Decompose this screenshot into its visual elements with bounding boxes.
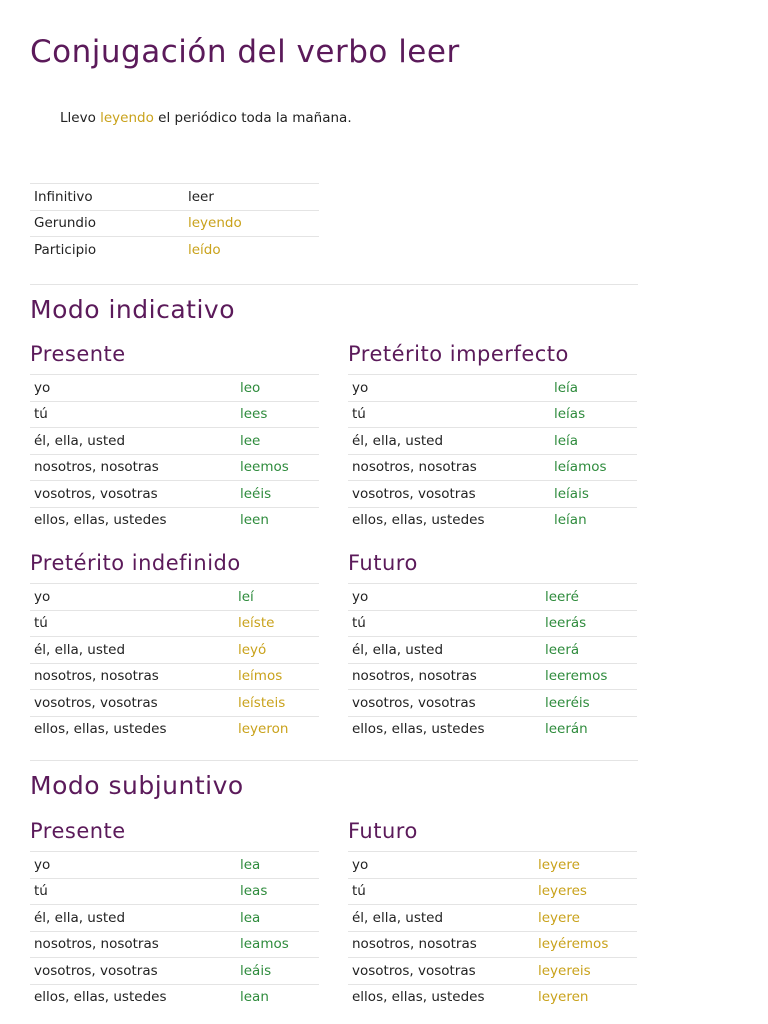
verb-form-cell: leyereis: [534, 958, 637, 985]
tense-table-subj-presente: [30, 851, 319, 1010]
table-row: [348, 663, 637, 690]
example-after: el periódico toda la mañana.: [153, 110, 352, 126]
person-cell: vosotros, vosotras: [30, 958, 236, 985]
person-cell: yo: [30, 852, 236, 879]
verb-form-cell: leamos: [236, 931, 319, 958]
table-row: [30, 184, 319, 211]
verb-form-cell: leías: [550, 401, 637, 428]
table-row: [30, 931, 319, 958]
table-body: [30, 852, 319, 1011]
section-heading-indicativo: Modo indicativo: [30, 295, 235, 324]
tense-table-ind-presente: [30, 374, 319, 533]
table-row: [348, 454, 637, 481]
verb-form-cell: leía: [550, 428, 637, 455]
table-row: [348, 878, 637, 905]
table-row: [348, 401, 637, 428]
person-cell: ellos, ellas, ustedes: [348, 716, 541, 742]
table-row: [30, 690, 319, 717]
verb-form-cell: leía: [550, 375, 637, 402]
person-cell: yo: [30, 375, 236, 402]
table-row: [348, 716, 637, 742]
person-cell: él, ella, usted: [30, 905, 236, 932]
table-row: [348, 931, 637, 958]
verb-form-cell: lean: [236, 984, 319, 1010]
table-row: [348, 637, 637, 664]
tense-title-imperfecto: Pretérito imperfecto: [348, 342, 569, 366]
verb-form-cell: leerá: [541, 637, 637, 664]
table-body: [348, 584, 637, 743]
person-cell: tú: [348, 401, 550, 428]
section-divider: [30, 284, 638, 285]
verb-form-cell: leísteis: [234, 690, 319, 717]
tense-title-indefinido: Pretérito indefinido: [30, 551, 241, 575]
table-row: [30, 237, 319, 263]
person-cell: tú: [30, 610, 234, 637]
table-row: [30, 375, 319, 402]
person-cell: vosotros, vosotras: [30, 690, 234, 717]
table-body: [30, 375, 319, 534]
verb-form-cell: leyeres: [534, 878, 637, 905]
verb-form-cell: leyéremos: [534, 931, 637, 958]
verb-form-cell: leáis: [236, 958, 319, 985]
person-cell: nosotros, nosotras: [30, 663, 234, 690]
tense-table-ind-imperfecto: [348, 374, 637, 533]
verb-form-cell: leímos: [234, 663, 319, 690]
table-row: [348, 584, 637, 611]
person-cell: él, ella, usted: [348, 905, 534, 932]
verb-form-cell: leyere: [534, 852, 637, 879]
verb-form-cell: lee: [236, 428, 319, 455]
verb-form-cell: leyeron: [234, 716, 319, 742]
person-cell: ellos, ellas, ustedes: [30, 507, 236, 533]
person-cell: él, ella, usted: [348, 428, 550, 455]
tense-title-presente: Presente: [30, 342, 126, 366]
person-cell: nosotros, nosotras: [348, 454, 550, 481]
verb-form-cell: leas: [236, 878, 319, 905]
verb-form-cell: leen: [236, 507, 319, 533]
verb-form-cell: leeremos: [541, 663, 637, 690]
person-cell: yo: [348, 375, 550, 402]
person-cell: tú: [30, 401, 236, 428]
person-cell: ellos, ellas, ustedes: [348, 507, 550, 533]
verb-form-cell: leían: [550, 507, 637, 533]
table-row: [348, 984, 637, 1010]
verb-form-cell: leyere: [534, 905, 637, 932]
table-row: [348, 852, 637, 879]
tense-table-ind-futuro: [348, 583, 637, 742]
section-divider: [30, 760, 638, 761]
table-body: [348, 375, 637, 534]
verb-form-cell: leerás: [541, 610, 637, 637]
verb-form-cell: leí: [234, 584, 319, 611]
verb-form-cell: leíais: [550, 481, 637, 508]
table-row: [30, 878, 319, 905]
table-row: [348, 610, 637, 637]
verb-form-cell: leerán: [541, 716, 637, 742]
verb-form-cell: lees: [236, 401, 319, 428]
tense-title-subj-presente: Presente: [30, 819, 126, 843]
verb-form-cell: leyeren: [534, 984, 637, 1010]
table-row: [348, 958, 637, 985]
table-row: [30, 958, 319, 985]
form-label: Infinitivo: [30, 184, 184, 211]
form-value: leyendo: [184, 210, 319, 237]
person-cell: él, ella, usted: [30, 637, 234, 664]
tense-table-ind-indefinido: [30, 583, 319, 742]
table-row: [30, 637, 319, 664]
section-heading-subjuntivo: Modo subjuntivo: [30, 771, 244, 800]
form-label: Participio: [30, 237, 184, 263]
verb-form-cell: leeréis: [541, 690, 637, 717]
table-row: [30, 210, 319, 237]
person-cell: yo: [348, 584, 541, 611]
table-row: [30, 905, 319, 932]
person-cell: yo: [30, 584, 234, 611]
person-cell: ellos, ellas, ustedes: [30, 984, 236, 1010]
person-cell: nosotros, nosotras: [30, 454, 236, 481]
tense-table-subj-futuro: [348, 851, 637, 1010]
person-cell: tú: [30, 878, 236, 905]
verb-form-cell: leíste: [234, 610, 319, 637]
table-row: [30, 610, 319, 637]
table-row: [30, 507, 319, 533]
table-row: [30, 454, 319, 481]
verb-form-cell: leyó: [234, 637, 319, 664]
verb-form-cell: leíamos: [550, 454, 637, 481]
table-row: [30, 584, 319, 611]
person-cell: él, ella, usted: [30, 428, 236, 455]
verb-form-cell: leo: [236, 375, 319, 402]
table-row: [348, 690, 637, 717]
table-body: [348, 852, 637, 1011]
table-row: [30, 428, 319, 455]
tense-title-futuro: Futuro: [348, 551, 418, 575]
table-row: [348, 481, 637, 508]
person-cell: tú: [348, 610, 541, 637]
example-sentence: [60, 110, 352, 126]
person-cell: ellos, ellas, ustedes: [348, 984, 534, 1010]
table-row: [30, 852, 319, 879]
table-body: [30, 584, 319, 743]
person-cell: tú: [348, 878, 534, 905]
form-value: leído: [184, 237, 319, 263]
table-row: [30, 663, 319, 690]
person-cell: vosotros, vosotras: [348, 690, 541, 717]
table-row: [30, 716, 319, 742]
person-cell: vosotros, vosotras: [348, 958, 534, 985]
forms-table: [30, 183, 319, 263]
form-value: leer: [184, 184, 319, 211]
table-row: [30, 984, 319, 1010]
person-cell: nosotros, nosotras: [348, 663, 541, 690]
verb-form-cell: leéis: [236, 481, 319, 508]
form-label: Gerundio: [30, 210, 184, 237]
verb-form-cell: leemos: [236, 454, 319, 481]
table-row: [30, 401, 319, 428]
tense-title-subj-futuro: Futuro: [348, 819, 418, 843]
person-cell: nosotros, nosotras: [30, 931, 236, 958]
person-cell: vosotros, vosotras: [30, 481, 236, 508]
example-before: Llevo: [60, 110, 101, 126]
person-cell: él, ella, usted: [348, 637, 541, 664]
table-row: [348, 905, 637, 932]
person-cell: yo: [348, 852, 534, 879]
verb-form-cell: leeré: [541, 584, 637, 611]
table-row: [348, 375, 637, 402]
table-row: [348, 507, 637, 533]
person-cell: vosotros, vosotras: [348, 481, 550, 508]
page-title: Conjugación del verbo leer: [30, 34, 460, 70]
person-cell: ellos, ellas, ustedes: [30, 716, 234, 742]
table-row: [30, 481, 319, 508]
person-cell: nosotros, nosotras: [348, 931, 534, 958]
verb-form-cell: lea: [236, 852, 319, 879]
table-row: [348, 428, 637, 455]
example-highlight: leyendo: [100, 110, 154, 126]
verb-form-cell: lea: [236, 905, 319, 932]
